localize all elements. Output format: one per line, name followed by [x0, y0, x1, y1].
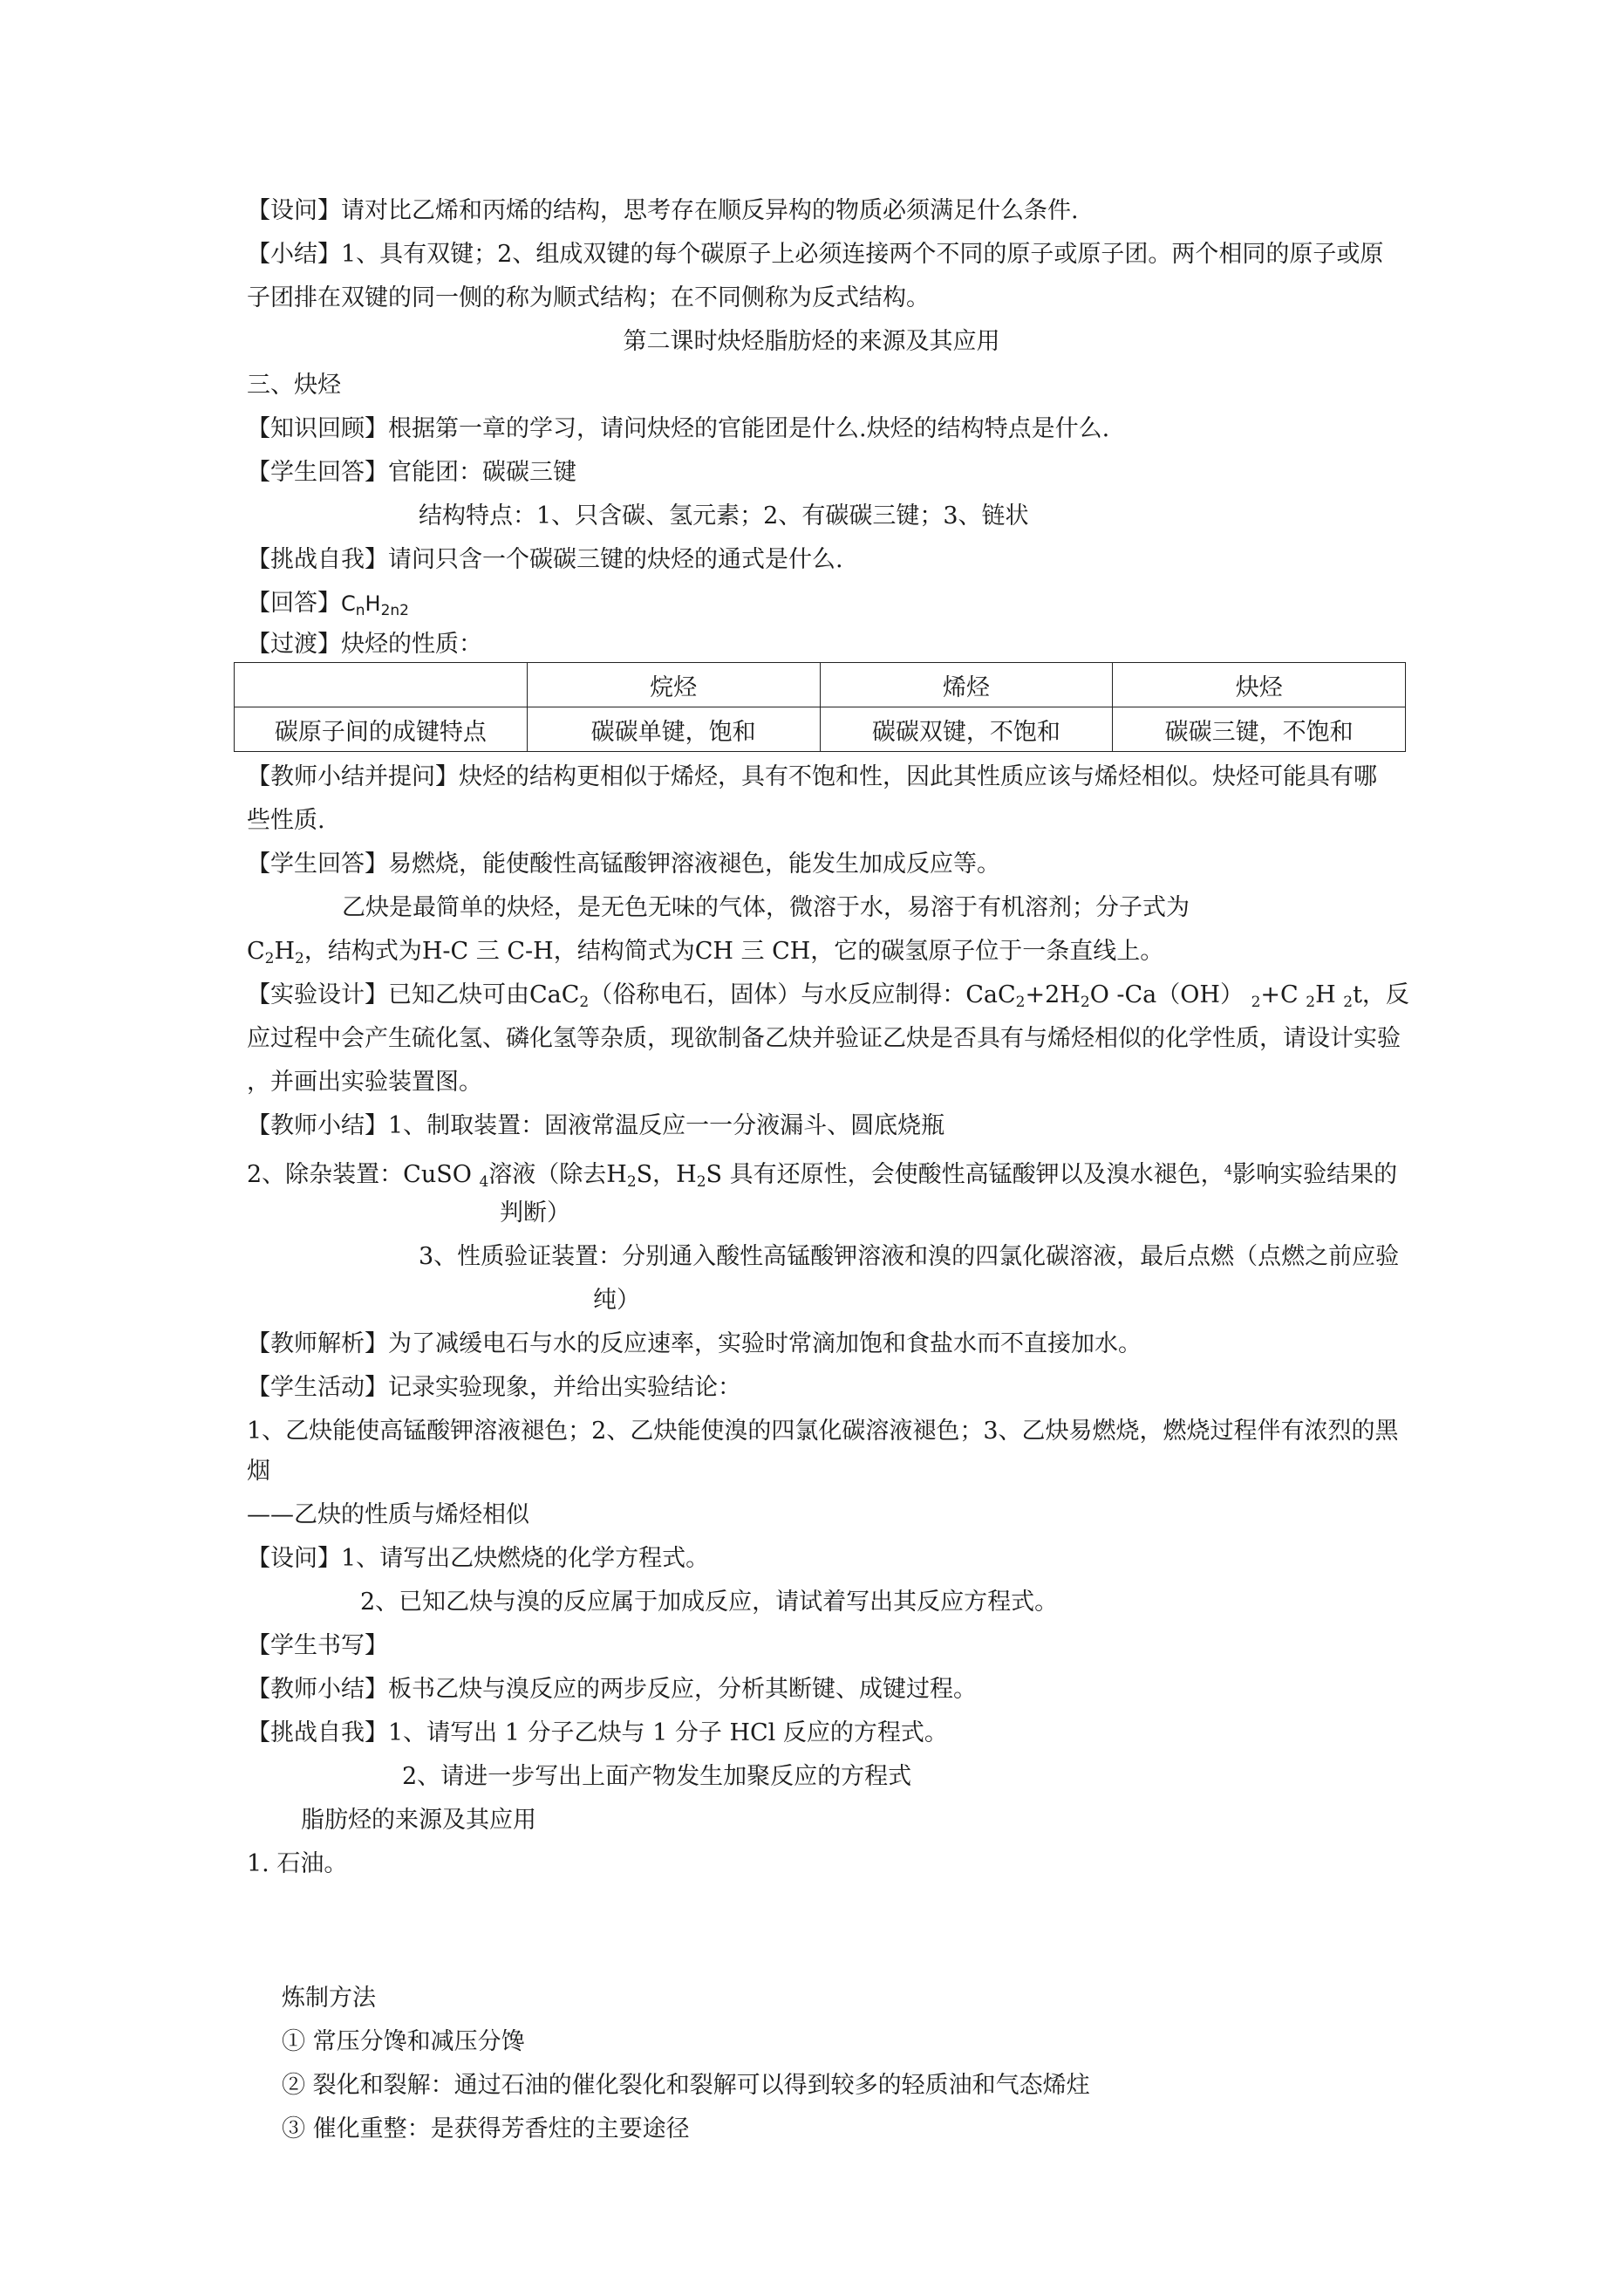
section-heading: 三、炔烃: [247, 372, 341, 399]
teacher-explanation: 【教师解析】为了减缓电石与水的反应速率，实验时常滴加饱和食盐水而不直接加水。: [247, 1330, 1142, 1357]
table-cell: 碳碳三键，不饱和: [1113, 707, 1406, 752]
teacher-summary-3b: 纯）: [593, 1287, 640, 1314]
summary-line-2: 子团排在双键的同一侧的称为顺式结构；在不同侧称为反式结构。: [247, 284, 930, 311]
teacher-summary-2: 2、除杂装置：CuSO $_4$溶液（除去$H_2S$，$H_2S$ 具有还原性，会使酸性高锰酸钾以及溴水褪色，$^4$影响实验结果的: [247, 1161, 1398, 1191]
conclusion: ——乙炔的性质与烯烃相似: [247, 1501, 529, 1528]
petroleum-heading: 1. 石油。: [247, 1850, 348, 1877]
challenge-2b: 2、请进一步写出上面产物发生加聚反应的方程式: [402, 1763, 912, 1790]
experiment-design-2: 应过程中会产生硫化氢、磷化氢等杂质，现欲制备乙炔并验证乙炔是否具有与烯烃相似的化学性质，请设计实验: [247, 1025, 1401, 1052]
teacher-summary-4: 【教师小结】板书乙炔与溴反应的两步反应，分析其断键、成键过程。: [247, 1676, 977, 1703]
question-line: 【设问】请对比乙烯和丙烯的结构，思考存在顺反异构的物质必须满足什么条件.: [247, 197, 1079, 224]
student-writing: 【学生书写】: [247, 1632, 388, 1659]
transition: 【过渡】炔烃的性质：: [247, 631, 482, 658]
teacher-summary-3: 3、性质验证装置：分别通入酸性高锰酸钾溶液和溴的四氯化碳溶液，最后点燃（点燃之前应验: [419, 1243, 1400, 1270]
source-title: 脂肪烃的来源及其应用: [301, 1807, 536, 1834]
table-row: [235, 707, 1406, 752]
teacher-summary-1: 【教师小结】1、制取装置：固液常温反应一一分液漏斗、圆底烧瓶: [247, 1112, 945, 1139]
formula: $C_nH_{2n2}$: [341, 591, 409, 619]
knowledge-review: 【知识回顾】根据第一章的学习，请问炔烃的官能团是什么.炔烃的结构特点是什么.: [247, 415, 1110, 442]
observation-1: 1、乙炔能使高锰酸钾溶液褪色；2、乙炔能使溴的四氯化碳溶液褪色；3、乙炔易燃烧，燃烧过程伴有浓烈的黑: [247, 1418, 1399, 1445]
summary-line-1: 【小结】1、具有双键；2、组成双键的每个碳原子上必须连接两个不同的原子或原子团。两个相同的原子或原: [247, 241, 1384, 268]
experiment-design-1: 【实验设计】已知乙炔可由CaC$_2$（俗称电石，固体）与水反应制得：$CaC_2+2H_2O$ -Ca（OH） $_2$+C $_2$H $_2$t，反: [247, 981, 1409, 1011]
teacher-summary-question-1: 【教师小结并提问】炔烃的结构更相似于烯烃，具有不饱和性，因此其性质应该与烯烃相似。炔烃可能具有哪: [247, 763, 1377, 790]
acetylene-intro-1: 乙炔是最简单的炔烃，是无色无味的气体，微溶于水，易溶于有机溶剂；分子式为: [342, 894, 1190, 921]
challenge-1: 【挑战自我】请问只含一个碳碳三键的炔烃的通式是什么.: [247, 546, 843, 573]
student-activity: 【学生活动】记录实验现象，并给出实验结论：: [247, 1374, 741, 1401]
question-2a: 【设问】1、请写出乙炔燃烧的化学方程式。: [247, 1545, 710, 1572]
table-header-cell: 烯烃: [820, 663, 1113, 707]
acetylene-intro-2: $C_2H_2$，结构式为H-C 三 C-H，结构简式为CH 三 CH，它的碳氢原子位于一条直线上。: [247, 938, 1164, 967]
challenge-2a: 【挑战自我】1、请写出 1 分子乙炔与 1 分子 HCl 反应的方程式。: [247, 1719, 948, 1746]
structure-features: 结构特点：1、只含碳、氢元素；2、有碳碳三键；3、链状: [419, 502, 1029, 530]
lesson-title: 第二课时炔烃脂肪烃的来源及其应用: [623, 328, 1000, 355]
table-header-cell: 炔烃: [1113, 663, 1406, 707]
question-2b: 2、已知乙炔与溴的反应属于加成反应，请试着写出其反应方程式。: [360, 1589, 1059, 1616]
refining-method-2: ② 裂化和裂解：通过石油的催化裂化和裂解可以得到较多的轻质油和气态烯炷: [282, 2072, 1090, 2099]
refining-method-3: ③ 催化重整：是获得芳香炷的主要途径: [282, 2115, 690, 2142]
observation-2: 烟: [247, 1458, 270, 1485]
teacher-summary-2b: 判断）: [500, 1199, 570, 1227]
table-cell: 碳碳双键，不饱和: [820, 707, 1113, 752]
table-header-row: [235, 663, 1406, 707]
table-cell: 碳碳单键，饱和: [527, 707, 820, 752]
table-header-cell: 烷烃: [527, 663, 820, 707]
experiment-design-3: ，并画出实验装置图。: [247, 1069, 482, 1096]
answer-label: 【回答】: [247, 590, 341, 617]
teacher-summary-question-2: 些性质.: [247, 807, 325, 834]
refining-heading: 炼制方法: [282, 1985, 376, 2012]
refining-method-1: ① 常压分馋和减压分馋: [282, 2028, 525, 2055]
properties-table: [234, 662, 1406, 752]
student-answer-properties: 【学生回答】易燃烧，能使酸性高锰酸钾溶液褪色，能发生加成反应等。: [247, 851, 1000, 878]
student-answer-1: 【学生回答】官能团：碳碳三键: [247, 459, 576, 486]
answer-2: [247, 589, 409, 625]
table-row-label: 碳原子间的成键特点: [235, 707, 528, 752]
table-header-cell: [235, 663, 528, 707]
